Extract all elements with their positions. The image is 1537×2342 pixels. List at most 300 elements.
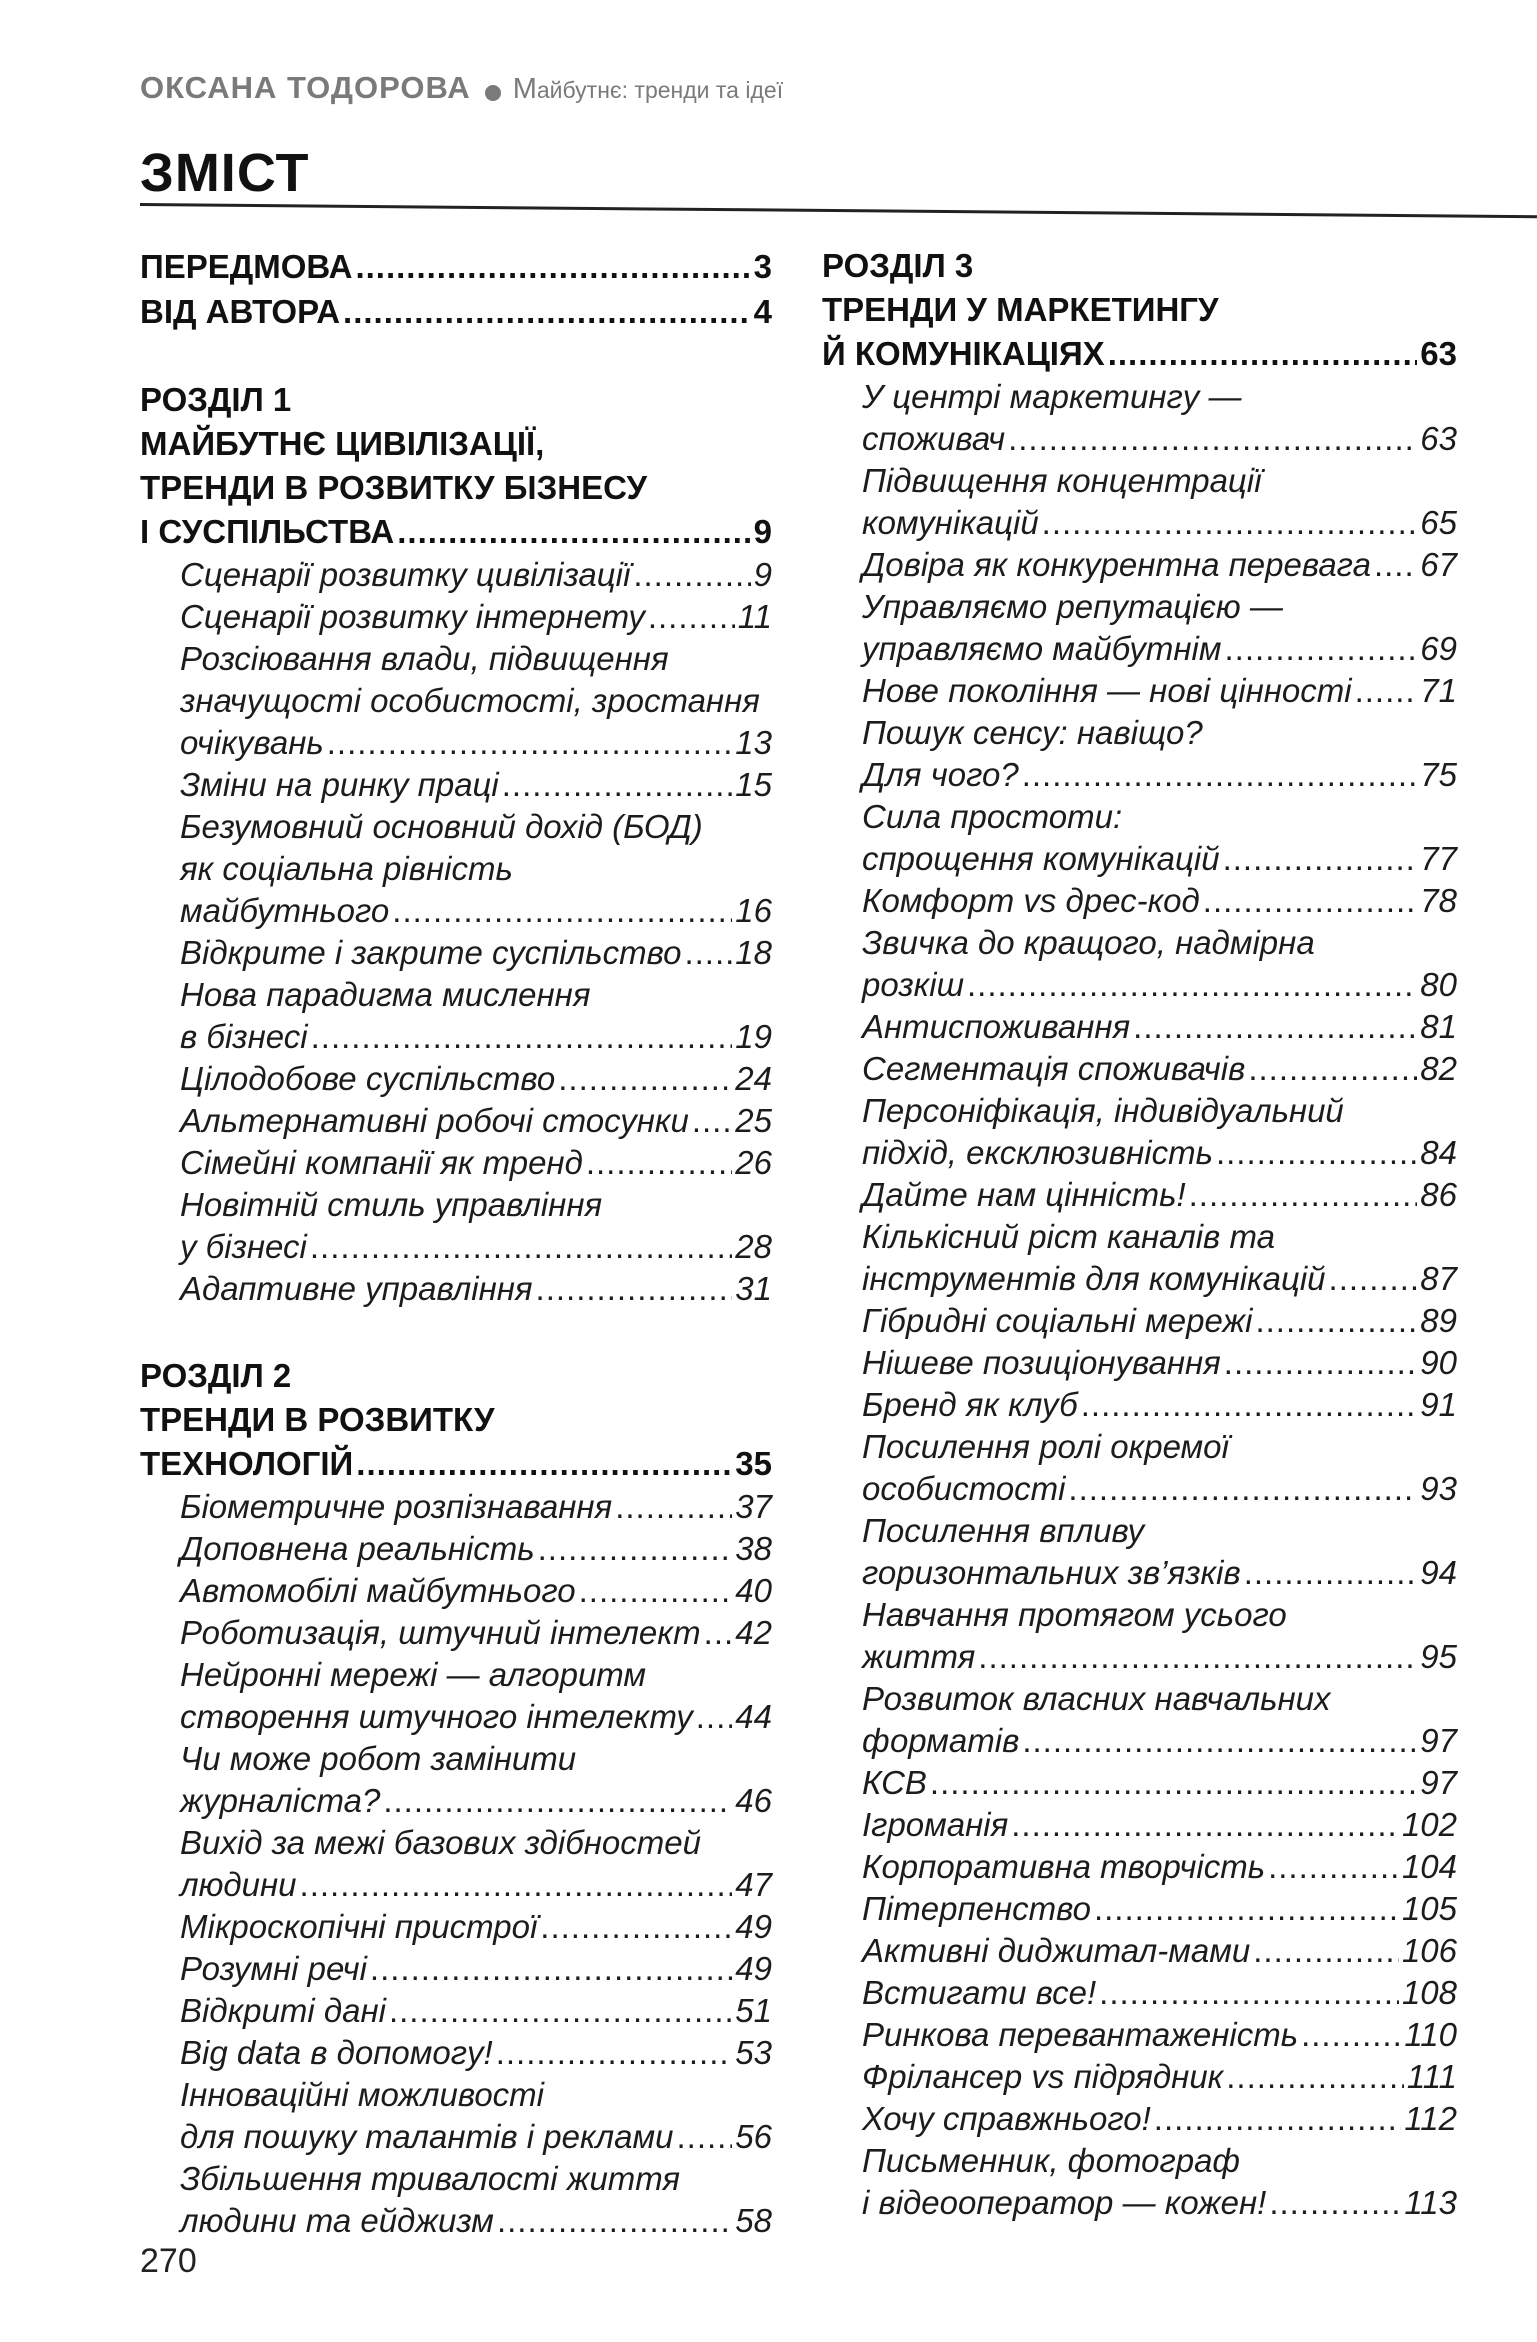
- toc-subentry-line: [140, 1822, 772, 1864]
- entry-page-number: 80: [1420, 966, 1457, 1003]
- entry-title: Ігроманія: [862, 1806, 1009, 1843]
- toc-subentry-line-text: Посилення впливу: [862, 1512, 1145, 1549]
- toc-subentry: [822, 1804, 1457, 1846]
- dot-leader: [579, 1570, 733, 1612]
- toc-subentry: [822, 1300, 1457, 1342]
- entry-page-number: 63: [1420, 335, 1457, 372]
- entry-title: підхід, ексклюзивність: [862, 1134, 1213, 1171]
- dot-leader: [978, 1636, 1417, 1678]
- dot-leader: [502, 764, 733, 806]
- entry-page-number: 16: [735, 892, 772, 929]
- entry-page-number: 25: [735, 1102, 772, 1139]
- running-header: [140, 70, 783, 106]
- entry-title: створення штучного інтелекту: [180, 1698, 693, 1735]
- section-gap: [140, 1310, 772, 1354]
- toc-subentry: [140, 1058, 772, 1100]
- toc-subentry: [822, 1006, 1457, 1048]
- entry-page-number: 97: [1420, 1722, 1457, 1759]
- dot-leader: [1094, 1888, 1399, 1930]
- toc-subentry: [140, 1226, 772, 1268]
- dot-leader: [389, 1990, 732, 2032]
- entry-page-number: 104: [1401, 1848, 1457, 1885]
- entry-page-number: 112: [1404, 2100, 1457, 2137]
- dot-leader: [1042, 502, 1418, 544]
- entry-page-number: 77: [1420, 840, 1457, 877]
- entry-title: Зміни на ринку праці: [180, 766, 499, 803]
- toc-subentry-line-text: Персоніфікація, індивідуальний: [862, 1092, 1344, 1129]
- toc-subentry: [140, 1142, 772, 1184]
- entry-page-number: 9: [753, 513, 772, 550]
- toc-subentry-line: [140, 638, 772, 680]
- toc-subentry-line-text: Посилення ролі окремої: [862, 1428, 1229, 1465]
- dot-leader: [558, 1058, 732, 1100]
- entry-page-number: 90: [1420, 1344, 1457, 1381]
- entry-page-number: 86: [1420, 1176, 1457, 1213]
- section-3-heading-line-text: РОЗДІЛ 3: [822, 247, 974, 284]
- section-2-heading-entry: [140, 1442, 772, 1486]
- bullet-dot-icon: [485, 85, 501, 101]
- toc-subentry-line: [822, 1678, 1457, 1720]
- entry-title: Гібридні соціальні мережі: [862, 1302, 1253, 1339]
- toc-subentry-line-text: Звичка до кращого, надмірна: [862, 924, 1315, 961]
- section-1-heading-line: [140, 378, 772, 422]
- dot-leader: [536, 1268, 733, 1310]
- entry-page-number: 111: [1406, 2058, 1457, 2095]
- dot-leader: [692, 1100, 732, 1142]
- dot-leader: [1225, 628, 1418, 670]
- entry-title: Доповнена реальність: [180, 1530, 535, 1567]
- entry-title: інструментів для комунікацій: [862, 1260, 1326, 1297]
- toc-subentry-line-text: Управляємо репутацією —: [862, 588, 1283, 625]
- entry-title: Сегментація споживачів: [862, 1050, 1246, 1087]
- entry-title: Альтернативні робочі стосунки: [180, 1102, 689, 1139]
- entry-title: Й КОМУНІКАЦІЯХ: [822, 335, 1105, 372]
- toc-subentry-line-text: Вихід за межі базових здібностей: [180, 1824, 701, 1861]
- dot-leader: [311, 1016, 733, 1058]
- entry-title: Корпоративна творчість: [862, 1848, 1266, 1885]
- toc-subentry: [140, 764, 772, 806]
- entry-title: Ринкова перевантаженість: [862, 2016, 1299, 2053]
- toc-subentry-line: [822, 1426, 1457, 1468]
- dot-leader: [1224, 1342, 1418, 1384]
- entry-page-number: 95: [1420, 1638, 1457, 1675]
- dot-leader: [343, 289, 751, 334]
- header-book-title: Майбутнє: тренди та ідеї: [512, 73, 784, 105]
- entry-title: особистості: [862, 1470, 1066, 1507]
- entry-page-number: 89: [1420, 1302, 1457, 1339]
- entry-page-number: 113: [1404, 2184, 1457, 2221]
- entry-page-number: 58: [735, 2202, 772, 2239]
- entry-title: Довіра як конкурентна перевага: [862, 546, 1371, 583]
- entry-page-number: 63: [1420, 420, 1457, 457]
- entry-page-number: 51: [735, 1992, 772, 2029]
- toc-subentry: [822, 502, 1457, 544]
- toc-subentry: [822, 2056, 1457, 2098]
- dot-leader: [538, 1528, 733, 1570]
- dot-leader: [1248, 1048, 1417, 1090]
- entry-page-number: 53: [735, 2034, 772, 2071]
- entry-title: комунікацій: [862, 504, 1039, 541]
- toc-subentry: [140, 554, 772, 596]
- entry-title: Нішеве позиціонування: [862, 1344, 1221, 1381]
- toc-subentry: [822, 628, 1457, 670]
- section-1-heading-line-text: МАЙБУТНЄ ЦИВІЛІЗАЦІЇ,: [140, 425, 545, 462]
- entry-title: Розумні речі: [180, 1950, 367, 1987]
- toc-subentry: [140, 890, 772, 932]
- dot-leader: [1301, 2014, 1401, 2056]
- dot-leader: [1099, 1972, 1399, 2014]
- toc-subentry: [140, 1612, 772, 1654]
- toc-subentry-line-text: Збільшення тривалості життя: [180, 2160, 681, 2197]
- toc-subentry-line: [140, 806, 772, 848]
- toc-subentry-line: [140, 974, 772, 1016]
- entry-page-number: 65: [1420, 504, 1457, 541]
- dot-leader: [497, 2200, 732, 2242]
- dot-leader: [1355, 670, 1418, 712]
- entry-title: Мікроскопічні пристрої: [180, 1908, 538, 1945]
- page-number: 270: [140, 2242, 197, 2280]
- toc-subentry: [822, 1132, 1457, 1174]
- section-1-heading-line-text: РОЗДІЛ 1: [140, 381, 292, 418]
- toc-subentry-line: [140, 1738, 772, 1780]
- toc-subentry: [140, 1948, 772, 1990]
- dot-leader: [1268, 1846, 1399, 1888]
- section-3-heading-entry: [822, 332, 1457, 376]
- toc-subentry: [822, 1468, 1457, 1510]
- dot-leader: [1154, 2098, 1402, 2140]
- dot-leader: [1216, 1132, 1417, 1174]
- entry-title: Сімейні компанії як тренд: [180, 1144, 583, 1181]
- entry-page-number: 38: [735, 1530, 772, 1567]
- section-1-heading-line: [140, 466, 772, 510]
- toc-subentry: [140, 932, 772, 974]
- entry-page-number: 69: [1420, 630, 1457, 667]
- section-3-heading-line: [822, 244, 1457, 288]
- dot-leader: [967, 964, 1417, 1006]
- entry-page-number: 15: [735, 766, 772, 803]
- dot-leader: [1244, 1552, 1418, 1594]
- toc-subentry-line-text: Навчання протягом усього: [862, 1596, 1287, 1633]
- entry-page-number: 91: [1420, 1386, 1457, 1423]
- dot-leader: [370, 1948, 732, 1990]
- dot-leader: [1022, 754, 1418, 796]
- toc-subentry: [822, 1048, 1457, 1090]
- section-2-heading-line: [140, 1354, 772, 1398]
- toc-subentry: [822, 754, 1457, 796]
- entry-page-number: 28: [735, 1228, 772, 1265]
- entry-title: Адаптивне управління: [180, 1270, 533, 1307]
- section-2-heading-line: [140, 1398, 772, 1442]
- dot-leader: [356, 1442, 732, 1486]
- toc-subentry: [140, 2032, 772, 2074]
- dot-leader: [1011, 1804, 1399, 1846]
- entry-page-number: 71: [1420, 672, 1457, 709]
- entry-title: Комфорт vs дрес-код: [862, 882, 1200, 919]
- entry-page-number: 110: [1404, 2016, 1457, 2053]
- dot-leader: [1329, 1258, 1418, 1300]
- toc-main-entry: [140, 289, 772, 334]
- dot-leader: [327, 722, 733, 764]
- dot-leader: [310, 1226, 732, 1268]
- toc-subentry-line-text: Нейронні мережі — алгоритм: [180, 1656, 647, 1693]
- dot-leader: [1269, 2182, 1401, 2224]
- toc-subentry-line: [822, 1216, 1457, 1258]
- entry-page-number: 94: [1420, 1554, 1457, 1591]
- entry-page-number: 18: [735, 934, 772, 971]
- entry-page-number: 108: [1401, 1974, 1457, 2011]
- toc-subentry-line: [140, 2074, 772, 2116]
- entry-title: Біометричне розпізнавання: [180, 1488, 613, 1525]
- entry-page-number: 3: [753, 248, 772, 285]
- toc-subentry-line-text: Безумовний основний дохід (БОД): [180, 808, 703, 845]
- toc-subentry: [822, 418, 1457, 460]
- toc-subentry-line-text: Новітній стиль управління: [180, 1186, 603, 1223]
- entry-title: Цілодобове суспільство: [180, 1060, 556, 1097]
- entry-page-number: 44: [735, 1698, 772, 1735]
- toc-subentry: [822, 544, 1457, 586]
- entry-title: Дайте нам цінність!: [862, 1176, 1186, 1213]
- toc-subentry-line: [140, 680, 772, 722]
- section-3-heading-line-text: ТРЕНДИ У МАРКЕТИНГУ: [822, 291, 1219, 328]
- entry-page-number: 82: [1420, 1050, 1457, 1087]
- entry-title: людини та ейджизм: [180, 2202, 494, 2239]
- section-gap: [140, 334, 772, 378]
- entry-page-number: 46: [735, 1782, 772, 1819]
- dot-leader: [930, 1762, 1417, 1804]
- entry-page-number: 4: [753, 293, 772, 330]
- entry-page-number: 102: [1401, 1806, 1457, 1843]
- toc-subentry: [822, 1930, 1457, 1972]
- toc-subentry: [822, 964, 1457, 1006]
- entry-title: Фрілансер vs підрядник: [862, 2058, 1224, 2095]
- toc-subentry: [822, 1972, 1457, 2014]
- dot-leader: [1189, 1174, 1418, 1216]
- entry-title: ТЕХНОЛОГІЙ: [140, 1445, 354, 1482]
- toc-subentry: [140, 1696, 772, 1738]
- toc-subentry: [822, 670, 1457, 712]
- toc-right-column: [822, 244, 1457, 2224]
- toc-subentry-line: [822, 922, 1457, 964]
- section-2-heading-line-text: ТРЕНДИ В РОЗВИТКУ: [140, 1401, 495, 1438]
- entry-title: ВІД АВТОРА: [140, 293, 341, 330]
- dot-leader: [1253, 1930, 1399, 1972]
- toc-subentry: [822, 1258, 1457, 1300]
- toc-subentry-line: [822, 1090, 1457, 1132]
- dot-leader: [704, 1612, 733, 1654]
- toc-subentry-line-text: Пошук сенсу: навіщо?: [862, 714, 1203, 751]
- page-title: ЗМІСТ: [140, 143, 310, 203]
- entry-title: життя: [862, 1638, 976, 1675]
- toc-subentry-line-text: Сила простоти:: [862, 798, 1123, 835]
- toc-subentry-line-text: Розвиток власних навчальних: [862, 1680, 1331, 1717]
- toc-subentry: [822, 1342, 1457, 1384]
- toc-subentry: [140, 2116, 772, 2158]
- dot-leader: [1255, 1300, 1417, 1342]
- toc-subentry-line: [822, 796, 1457, 838]
- entry-title: Бренд як клуб: [862, 1386, 1078, 1423]
- toc-subentry-line: [140, 848, 772, 890]
- entry-title: Автомобілі майбутнього: [180, 1572, 576, 1609]
- toc-subentry: [140, 1268, 772, 1310]
- toc-subentry: [140, 1528, 772, 1570]
- entry-title: Сценарії розвитку інтернету: [180, 598, 645, 635]
- entry-title: КСВ: [862, 1764, 927, 1801]
- entry-page-number: 49: [735, 1908, 772, 1945]
- entry-page-number: 78: [1420, 882, 1457, 919]
- toc-main-entry: [140, 244, 772, 289]
- toc-left-column: [140, 244, 772, 2242]
- toc-subentry-line: [822, 1594, 1457, 1636]
- toc-subentry-line-text: Чи може робот замінити: [180, 1740, 577, 1777]
- toc-subentry: [140, 1016, 772, 1058]
- dot-leader: [676, 2116, 732, 2158]
- entry-page-number: 31: [735, 1270, 772, 1307]
- toc-subentry-line-text: Кількісний ріст каналів та: [862, 1218, 1275, 1255]
- toc-subentry: [140, 1906, 772, 1948]
- entry-title: журналіста?: [180, 1782, 381, 1819]
- dot-leader: [615, 1486, 732, 1528]
- toc-subentry-line-text: Підвищення концентрації: [862, 462, 1262, 499]
- entry-title: в бізнесі: [180, 1018, 308, 1055]
- toc-subentry: [822, 1720, 1457, 1762]
- toc-subentry-line: [822, 2140, 1457, 2182]
- dot-leader: [1133, 1006, 1417, 1048]
- entry-title: Антиспоживання: [862, 1008, 1131, 1045]
- entry-title: споживач: [862, 420, 1006, 457]
- toc-subentry: [140, 1570, 772, 1612]
- dot-leader: [1068, 1468, 1417, 1510]
- entry-page-number: 9: [753, 556, 772, 593]
- entry-page-number: 40: [735, 1572, 772, 1609]
- toc-subentry-line-text: значущості особистості, зростання: [180, 682, 760, 719]
- entry-title: Нове покоління — нові цінності: [862, 672, 1352, 709]
- toc-subentry: [140, 1100, 772, 1142]
- toc-subentry-line: [822, 586, 1457, 628]
- toc-subentry-line-text: Нова парадигма мислення: [180, 976, 591, 1013]
- toc-subentry: [140, 596, 772, 638]
- toc-subentry-line-text: У центрі маркетингу —: [862, 378, 1242, 415]
- dot-leader: [1081, 1384, 1418, 1426]
- entry-page-number: 26: [735, 1144, 772, 1181]
- entry-title: ПЕРЕДМОВА: [140, 248, 353, 285]
- entry-page-number: 93: [1420, 1470, 1457, 1507]
- toc-subentry: [822, 2182, 1457, 2224]
- dot-leader: [1108, 332, 1418, 376]
- entry-title: Big data в допомогу!: [180, 2034, 493, 2071]
- entry-page-number: 87: [1420, 1260, 1457, 1297]
- toc-subentry: [822, 1888, 1457, 1930]
- entry-page-number: 13: [735, 724, 772, 761]
- dot-leader: [1223, 838, 1418, 880]
- dot-leader: [496, 2032, 733, 2074]
- entry-title: Відкрите і закрите суспільство: [180, 934, 682, 971]
- toc-subentry: [822, 1846, 1457, 1888]
- toc-subentry-line: [822, 1510, 1457, 1552]
- toc-subentry: [140, 1486, 772, 1528]
- dot-leader: [648, 596, 735, 638]
- dot-leader: [300, 1864, 733, 1906]
- dot-leader: [1374, 544, 1417, 586]
- toc-subentry-line: [140, 1184, 772, 1226]
- dot-leader: [355, 244, 750, 289]
- dot-leader: [397, 510, 750, 554]
- toc-subentry: [822, 1762, 1457, 1804]
- section-1-heading-line: [140, 422, 772, 466]
- entry-page-number: 47: [735, 1866, 772, 1903]
- entry-title: спрощення комунікацій: [862, 840, 1220, 877]
- entry-title: Хочу справжнього!: [862, 2100, 1151, 2137]
- toc-subentry: [140, 1864, 772, 1906]
- entry-title: Активні диджитал-мами: [862, 1932, 1251, 1969]
- entry-title: людини: [180, 1866, 297, 1903]
- entry-title: очікувань: [180, 724, 324, 761]
- toc-subentry: [140, 1990, 772, 2032]
- entry-page-number: 56: [735, 2118, 772, 2155]
- entry-title: Сценарії розвитку цивілізації: [180, 556, 631, 593]
- dot-leader: [1008, 418, 1417, 460]
- toc-subentry: [822, 880, 1457, 922]
- entry-page-number: 42: [735, 1614, 772, 1651]
- toc-subentry-line-text: як соціальна рівність: [180, 850, 513, 887]
- dot-leader: [1226, 2056, 1404, 2098]
- entry-page-number: 37: [735, 1488, 772, 1525]
- dot-leader: [1022, 1720, 1417, 1762]
- title-rule: [140, 203, 1537, 218]
- dot-leader: [383, 1780, 732, 1822]
- entry-page-number: 84: [1420, 1134, 1457, 1171]
- dot-leader: [392, 890, 732, 932]
- entry-page-number: 67: [1420, 546, 1457, 583]
- toc-subentry: [822, 1174, 1457, 1216]
- entry-page-number: 35: [735, 1445, 772, 1482]
- toc-subentry: [822, 1636, 1457, 1678]
- entry-page-number: 105: [1401, 1890, 1457, 1927]
- entry-title: Встигати все!: [862, 1974, 1097, 2011]
- entry-title: Відкриті дані: [180, 1992, 386, 2029]
- dot-leader: [586, 1142, 732, 1184]
- section-1-heading-entry: [140, 510, 772, 554]
- entry-page-number: 19: [735, 1018, 772, 1055]
- entry-title: форматів: [862, 1722, 1020, 1759]
- entry-title: майбутнього: [180, 892, 390, 929]
- toc-subentry-line-text: Інноваційні можливості: [180, 2076, 544, 2113]
- toc-subentry-line: [822, 460, 1457, 502]
- entry-title: і відеооператор — кожен!: [862, 2184, 1267, 2221]
- entry-title: управляємо майбутнім: [862, 630, 1222, 667]
- section-1-heading-line-text: ТРЕНДИ В РОЗВИТКУ БІЗНЕСУ: [140, 469, 648, 506]
- entry-page-number: 81: [1420, 1008, 1457, 1045]
- entry-title: розкіш: [862, 966, 964, 1003]
- toc-subentry: [140, 1780, 772, 1822]
- entry-page-number: 97: [1420, 1764, 1457, 1801]
- entry-title: Пітерпенство: [862, 1890, 1091, 1927]
- dot-leader: [696, 1696, 733, 1738]
- toc-subentry: [822, 2014, 1457, 2056]
- toc-subentry-line: [140, 1654, 772, 1696]
- toc-subentry: [822, 1384, 1457, 1426]
- toc-subentry: [140, 2200, 772, 2242]
- toc-subentry-line: [822, 712, 1457, 754]
- entry-title: у бізнесі: [180, 1228, 307, 1265]
- entry-page-number: 106: [1401, 1932, 1457, 1969]
- entry-title: Для чого?: [862, 756, 1019, 793]
- dot-leader: [684, 932, 732, 974]
- entry-page-number: 24: [735, 1060, 772, 1097]
- toc-subentry: [822, 1552, 1457, 1594]
- toc-subentry-line: [822, 376, 1457, 418]
- dot-leader: [1203, 880, 1418, 922]
- toc-subentry-line-text: Розсіювання влади, підвищення: [180, 640, 669, 677]
